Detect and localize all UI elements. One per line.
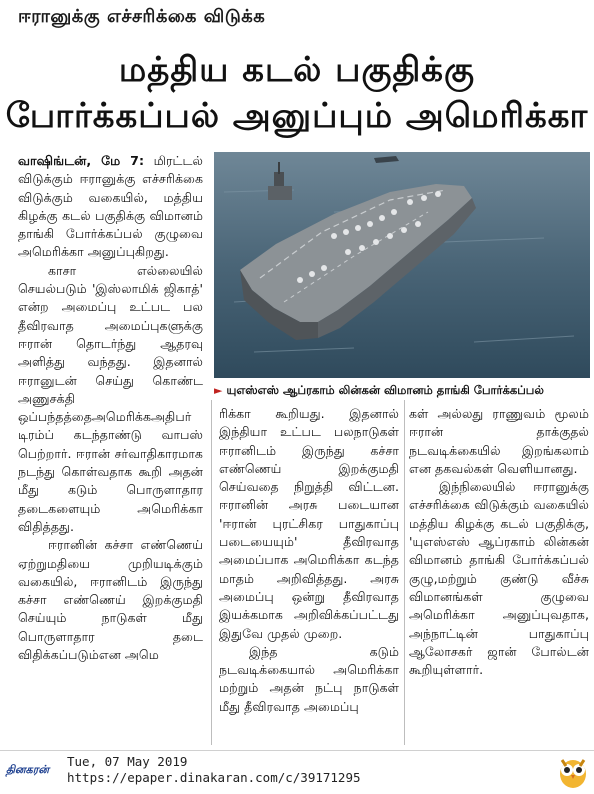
- article-column-2: [219, 405, 399, 716]
- paragraph: ரிக்கா கூறியது. இதனால் இந்தியா உட்பட பலநாடுகள் ஈரானிடம் இருந்து கச்சா எண்ணெய் இறக்குமதி செய்வதை நிறுத்தி விட்டன. ஈரானின் அரசு படையான 'ஈரான் புரட்சிகர பாதுகாப்பு படையையும்' தீவிரவாத அமைப்பாக அமெரிக்கா கடந்த மாதம் அறிவித்தது. அரசு அமைப்பு ஒன்று தீவிரவாத இயக்கமாக அறிவிக்கப்பட்டது இதுவே முதல் முறை.: [219, 406, 399, 641]
- paragraph: கள் அல்லது ராணுவம் மூலம் ஈரான் தாக்குதல் நடவடிக்கையில் இறங்கலாம் என தகவல்கள் வெளியானது.: [409, 406, 589, 476]
- print-date: Tue, 07 May 2019: [67, 754, 188, 769]
- source-url[interactable]: https://epaper.dinakaran.com/c/39171295: [67, 770, 361, 785]
- paragraph-text: மிரட்டல் விடுக்கும் ஈரானுக்கு எச்சரிக்கை விடுக்கும் வகையில், மத்திய கிழக்கு கடல் பகுதிக்கு விமானம் தாங்கி போர்க்கப்பல் குழுவை அமெரிக்கா அனுப்புகிறது.: [18, 153, 203, 260]
- triangle-right-icon: ►: [214, 384, 223, 397]
- paragraph: இந்நிலையில் ஈரானுக்கு எச்சரிக்கை விடுக்கும் வகையில் மத்திய கிழக்கு கடல் பகுதிக்கு, 'யுஎஸ்எஸ் ஆப்ரகாம் லின்கன் விமானம் தாங்கி போர்க்கப்பல் குழு,மற்றும் குண்டு வீச்சு விமானங்கள் குழுவை அமெரிக்கா அனுப்புவதாக, அந்நாட்டின் பாதுகாப்பு ஆலோசகர் ஜான் போல்டன் கூறியுள்ளார்.: [409, 479, 589, 678]
- newspaper-logo: தினகரன்: [6, 763, 50, 776]
- aircraft-carrier-illustration: [214, 152, 590, 378]
- paragraph: [18, 152, 203, 262]
- paragraph: காசா எல்லையில் செயல்படும் 'இஸ்லாமிக் ஜிகாத்' என்ற அமைப்பு உட்பட பல தீவிரவாத அமைப்புகளுக்கு ஈரான் தொடர்ந்து ஆதரவு அளித்து வந்தது. இதனால் ஈரானுடன் செய்து கொண்ட அணுசக்தி ஒப்பந்தத்தைஅமெரிக்கஅதிபர் டிரம்ப் கடந்தாண்டு வாபஸ் பெற்றார். ஈரான் சர்வாதிகாரமாக நடந்து கொள்வதாக கூறி அதன் மீது கடும் பொருளாதார தடைகளையும் அமெரிக்கா விதித்தது.: [18, 262, 203, 534]
- article-kicker: ஈரானுக்கு எச்சரிக்கை விடுக்க: [18, 6, 266, 27]
- photo-caption-text: யுஎஸ்எஸ் ஆப்ரகாம் லின்கன் விமானம் தாங்கி போர்க்கப்பல்: [226, 383, 544, 397]
- footer-stamp: [67, 754, 361, 786]
- column-divider: [211, 400, 212, 745]
- paragraph: இந்த கடும் நடவடிக்கையால் அமெரிக்கா மற்றும் அதன் நட்பு நாடுகள் மீது தீவிரவாத அமைப்பு: [219, 643, 399, 714]
- aircraft-carrier-photo: [214, 152, 590, 378]
- paragraph: ஈரானின் கச்சா எண்ணெய் ஏற்றுமதியை முறியடிக்கும் வகையில், ஈரானிடம் இருந்து கச்சா எண்ணெய் இறக்குமதி செய்யும் நாடுகள் மீது பொருளாதார தடை விதிக்கப்படும்என அமெ: [18, 537, 203, 663]
- footer-divider: [0, 750, 594, 751]
- owl-icon: [556, 752, 590, 790]
- photo-caption: [214, 380, 590, 400]
- headline-line-2: போர்க்கப்பல் அனுப்பும் அமெரிக்கா: [5, 96, 589, 136]
- column-divider: [404, 400, 405, 745]
- dateline: வாஷிங்டன், மே 7:: [18, 153, 144, 168]
- article-column-1: [18, 152, 203, 664]
- headline-line-1: மத்திய கடல் பகுதிக்கு: [118, 50, 476, 90]
- article-column-3: [409, 405, 589, 679]
